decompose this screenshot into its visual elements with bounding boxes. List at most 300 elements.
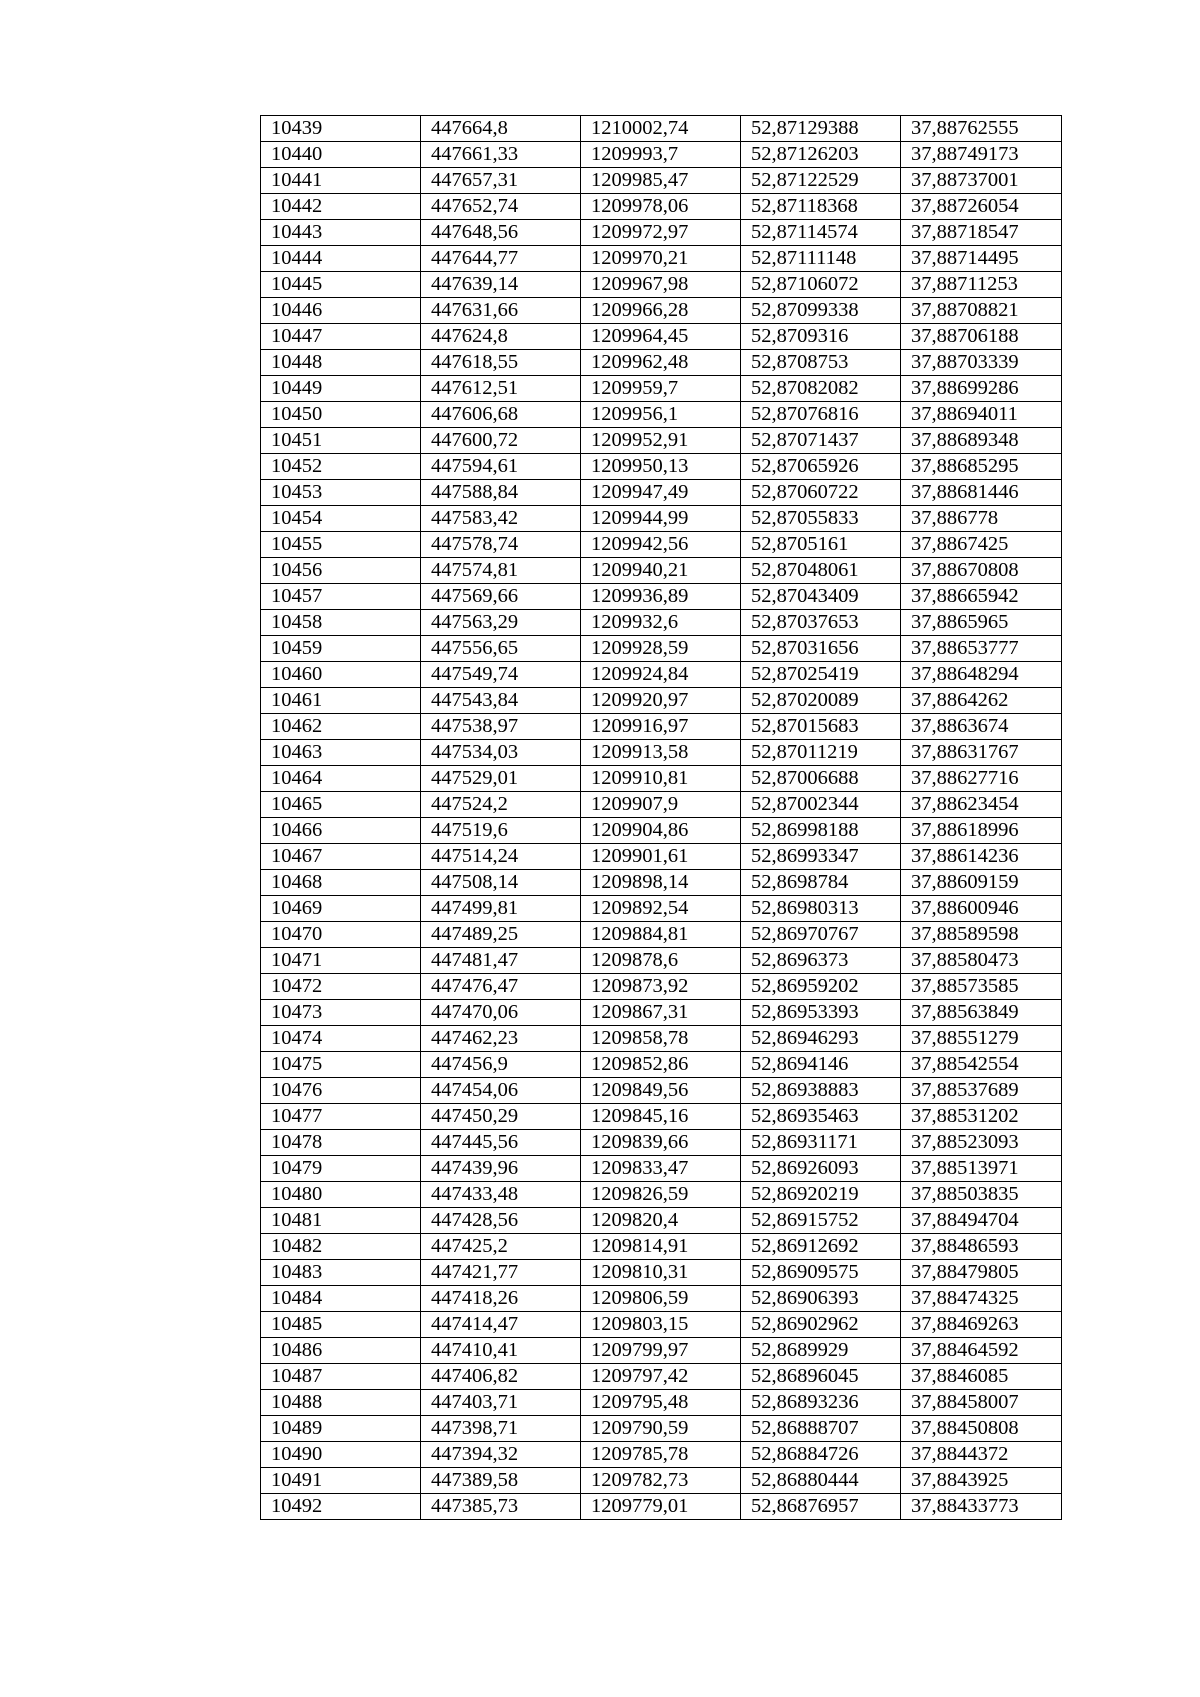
y-coordinate-cell: 1209956,1 bbox=[581, 402, 741, 428]
latitude-cell: 52,86938883 bbox=[741, 1078, 901, 1104]
table-row bbox=[261, 1052, 1062, 1078]
longitude-cell: 37,88762555 bbox=[901, 116, 1062, 142]
longitude-cell: 37,88623454 bbox=[901, 792, 1062, 818]
x-coordinate-cell: 447398,71 bbox=[421, 1416, 581, 1442]
longitude-cell: 37,88614236 bbox=[901, 844, 1062, 870]
point-number-cell: 10445 bbox=[261, 272, 421, 298]
x-coordinate-cell: 447612,51 bbox=[421, 376, 581, 402]
x-coordinate-cell: 447514,24 bbox=[421, 844, 581, 870]
point-number-cell: 10439 bbox=[261, 116, 421, 142]
y-coordinate-cell: 1209873,92 bbox=[581, 974, 741, 1000]
x-coordinate-cell: 447425,2 bbox=[421, 1234, 581, 1260]
longitude-cell: 37,8846085 bbox=[901, 1364, 1062, 1390]
latitude-cell: 52,8705161 bbox=[741, 532, 901, 558]
longitude-cell: 37,88653777 bbox=[901, 636, 1062, 662]
point-number-cell: 10443 bbox=[261, 220, 421, 246]
point-number-cell: 10466 bbox=[261, 818, 421, 844]
latitude-cell: 52,87048061 bbox=[741, 558, 901, 584]
x-coordinate-cell: 447439,96 bbox=[421, 1156, 581, 1182]
point-number-cell: 10480 bbox=[261, 1182, 421, 1208]
latitude-cell: 52,87002344 bbox=[741, 792, 901, 818]
table-row bbox=[261, 1260, 1062, 1286]
y-coordinate-cell: 1209940,21 bbox=[581, 558, 741, 584]
latitude-cell: 52,8698784 bbox=[741, 870, 901, 896]
y-coordinate-cell: 1209936,89 bbox=[581, 584, 741, 610]
point-number-cell: 10488 bbox=[261, 1390, 421, 1416]
x-coordinate-cell: 447648,56 bbox=[421, 220, 581, 246]
point-number-cell: 10458 bbox=[261, 610, 421, 636]
x-coordinate-cell: 447385,73 bbox=[421, 1494, 581, 1520]
table-row bbox=[261, 1000, 1062, 1026]
longitude-cell: 37,88580473 bbox=[901, 948, 1062, 974]
longitude-cell: 37,88694011 bbox=[901, 402, 1062, 428]
table-row bbox=[261, 896, 1062, 922]
longitude-cell: 37,88703339 bbox=[901, 350, 1062, 376]
x-coordinate-cell: 447661,33 bbox=[421, 142, 581, 168]
table-row bbox=[261, 818, 1062, 844]
longitude-cell: 37,88551279 bbox=[901, 1026, 1062, 1052]
y-coordinate-cell: 1209985,47 bbox=[581, 168, 741, 194]
latitude-cell: 52,86888707 bbox=[741, 1416, 901, 1442]
point-number-cell: 10467 bbox=[261, 844, 421, 870]
y-coordinate-cell: 1209785,78 bbox=[581, 1442, 741, 1468]
latitude-cell: 52,87111148 bbox=[741, 246, 901, 272]
x-coordinate-cell: 447556,65 bbox=[421, 636, 581, 662]
table-row bbox=[261, 116, 1062, 142]
x-coordinate-cell: 447519,6 bbox=[421, 818, 581, 844]
table-row bbox=[261, 688, 1062, 714]
latitude-cell: 52,86880444 bbox=[741, 1468, 901, 1494]
longitude-cell: 37,88503835 bbox=[901, 1182, 1062, 1208]
x-coordinate-cell: 447543,84 bbox=[421, 688, 581, 714]
table-row bbox=[261, 350, 1062, 376]
longitude-cell: 37,88531202 bbox=[901, 1104, 1062, 1130]
y-coordinate-cell: 1209852,86 bbox=[581, 1052, 741, 1078]
point-number-cell: 10490 bbox=[261, 1442, 421, 1468]
point-number-cell: 10462 bbox=[261, 714, 421, 740]
x-coordinate-cell: 447574,81 bbox=[421, 558, 581, 584]
y-coordinate-cell: 1209814,91 bbox=[581, 1234, 741, 1260]
latitude-cell: 52,86993347 bbox=[741, 844, 901, 870]
y-coordinate-cell: 1209952,91 bbox=[581, 428, 741, 454]
point-number-cell: 10469 bbox=[261, 896, 421, 922]
y-coordinate-cell: 1209845,16 bbox=[581, 1104, 741, 1130]
longitude-cell: 37,88689348 bbox=[901, 428, 1062, 454]
table-row bbox=[261, 1130, 1062, 1156]
longitude-cell: 37,8863674 bbox=[901, 714, 1062, 740]
x-coordinate-cell: 447462,23 bbox=[421, 1026, 581, 1052]
latitude-cell: 52,87060722 bbox=[741, 480, 901, 506]
x-coordinate-cell: 447588,84 bbox=[421, 480, 581, 506]
longitude-cell: 37,88737001 bbox=[901, 168, 1062, 194]
y-coordinate-cell: 1209932,6 bbox=[581, 610, 741, 636]
longitude-cell: 37,88699286 bbox=[901, 376, 1062, 402]
x-coordinate-cell: 447569,66 bbox=[421, 584, 581, 610]
x-coordinate-cell: 447549,74 bbox=[421, 662, 581, 688]
y-coordinate-cell: 1209790,59 bbox=[581, 1416, 741, 1442]
x-coordinate-cell: 447631,66 bbox=[421, 298, 581, 324]
latitude-cell: 52,8696373 bbox=[741, 948, 901, 974]
point-number-cell: 10476 bbox=[261, 1078, 421, 1104]
x-coordinate-cell: 447524,2 bbox=[421, 792, 581, 818]
table-row bbox=[261, 168, 1062, 194]
table-row bbox=[261, 844, 1062, 870]
longitude-cell: 37,88681446 bbox=[901, 480, 1062, 506]
y-coordinate-cell: 1209806,59 bbox=[581, 1286, 741, 1312]
x-coordinate-cell: 447563,29 bbox=[421, 610, 581, 636]
latitude-cell: 52,86935463 bbox=[741, 1104, 901, 1130]
y-coordinate-cell: 1209779,01 bbox=[581, 1494, 741, 1520]
latitude-cell: 52,86970767 bbox=[741, 922, 901, 948]
y-coordinate-cell: 1210002,74 bbox=[581, 116, 741, 142]
point-number-cell: 10484 bbox=[261, 1286, 421, 1312]
table-row bbox=[261, 1312, 1062, 1338]
table-row bbox=[261, 1338, 1062, 1364]
table-row bbox=[261, 1286, 1062, 1312]
x-coordinate-cell: 447529,01 bbox=[421, 766, 581, 792]
y-coordinate-cell: 1209978,06 bbox=[581, 194, 741, 220]
table-row bbox=[261, 792, 1062, 818]
x-coordinate-cell: 447664,8 bbox=[421, 116, 581, 142]
table-row bbox=[261, 480, 1062, 506]
x-coordinate-cell: 447644,77 bbox=[421, 246, 581, 272]
point-number-cell: 10460 bbox=[261, 662, 421, 688]
x-coordinate-cell: 447394,32 bbox=[421, 1442, 581, 1468]
longitude-cell: 37,88563849 bbox=[901, 1000, 1062, 1026]
latitude-cell: 52,86902962 bbox=[741, 1312, 901, 1338]
y-coordinate-cell: 1209901,61 bbox=[581, 844, 741, 870]
point-number-cell: 10446 bbox=[261, 298, 421, 324]
latitude-cell: 52,87118368 bbox=[741, 194, 901, 220]
point-number-cell: 10440 bbox=[261, 142, 421, 168]
y-coordinate-cell: 1209970,21 bbox=[581, 246, 741, 272]
x-coordinate-cell: 447454,06 bbox=[421, 1078, 581, 1104]
point-number-cell: 10444 bbox=[261, 246, 421, 272]
y-coordinate-cell: 1209826,59 bbox=[581, 1182, 741, 1208]
latitude-cell: 52,87006688 bbox=[741, 766, 901, 792]
latitude-cell: 52,86931171 bbox=[741, 1130, 901, 1156]
latitude-cell: 52,86909575 bbox=[741, 1260, 901, 1286]
x-coordinate-cell: 447421,77 bbox=[421, 1260, 581, 1286]
point-number-cell: 10448 bbox=[261, 350, 421, 376]
latitude-cell: 52,87055833 bbox=[741, 506, 901, 532]
point-number-cell: 10483 bbox=[261, 1260, 421, 1286]
point-number-cell: 10452 bbox=[261, 454, 421, 480]
point-number-cell: 10473 bbox=[261, 1000, 421, 1026]
latitude-cell: 52,87129388 bbox=[741, 116, 901, 142]
latitude-cell: 52,87071437 bbox=[741, 428, 901, 454]
latitude-cell: 52,87099338 bbox=[741, 298, 901, 324]
longitude-cell: 37,88665942 bbox=[901, 584, 1062, 610]
y-coordinate-cell: 1209904,86 bbox=[581, 818, 741, 844]
x-coordinate-cell: 447450,29 bbox=[421, 1104, 581, 1130]
longitude-cell: 37,8864262 bbox=[901, 688, 1062, 714]
longitude-cell: 37,88513971 bbox=[901, 1156, 1062, 1182]
y-coordinate-cell: 1209782,73 bbox=[581, 1468, 741, 1494]
point-number-cell: 10454 bbox=[261, 506, 421, 532]
x-coordinate-cell: 447410,41 bbox=[421, 1338, 581, 1364]
longitude-cell: 37,88469263 bbox=[901, 1312, 1062, 1338]
table-row bbox=[261, 1234, 1062, 1260]
point-number-cell: 10461 bbox=[261, 688, 421, 714]
point-number-cell: 10479 bbox=[261, 1156, 421, 1182]
point-number-cell: 10442 bbox=[261, 194, 421, 220]
longitude-cell: 37,88486593 bbox=[901, 1234, 1062, 1260]
point-number-cell: 10477 bbox=[261, 1104, 421, 1130]
table-row bbox=[261, 142, 1062, 168]
latitude-cell: 52,86946293 bbox=[741, 1026, 901, 1052]
point-number-cell: 10441 bbox=[261, 168, 421, 194]
table-row bbox=[261, 636, 1062, 662]
table-row bbox=[261, 1364, 1062, 1390]
longitude-cell: 37,88494704 bbox=[901, 1208, 1062, 1234]
table-row bbox=[261, 324, 1062, 350]
y-coordinate-cell: 1209966,28 bbox=[581, 298, 741, 324]
longitude-cell: 37,88450808 bbox=[901, 1416, 1062, 1442]
latitude-cell: 52,87025419 bbox=[741, 662, 901, 688]
y-coordinate-cell: 1209928,59 bbox=[581, 636, 741, 662]
y-coordinate-cell: 1209967,98 bbox=[581, 272, 741, 298]
longitude-cell: 37,88479805 bbox=[901, 1260, 1062, 1286]
x-coordinate-cell: 447578,74 bbox=[421, 532, 581, 558]
latitude-cell: 52,87037653 bbox=[741, 610, 901, 636]
latitude-cell: 52,8708753 bbox=[741, 350, 901, 376]
longitude-cell: 37,88685295 bbox=[901, 454, 1062, 480]
x-coordinate-cell: 447489,25 bbox=[421, 922, 581, 948]
table-row bbox=[261, 298, 1062, 324]
longitude-cell: 37,8844372 bbox=[901, 1442, 1062, 1468]
x-coordinate-cell: 447583,42 bbox=[421, 506, 581, 532]
y-coordinate-cell: 1209884,81 bbox=[581, 922, 741, 948]
y-coordinate-cell: 1209867,31 bbox=[581, 1000, 741, 1026]
latitude-cell: 52,86953393 bbox=[741, 1000, 901, 1026]
x-coordinate-cell: 447624,8 bbox=[421, 324, 581, 350]
table-row bbox=[261, 974, 1062, 1000]
point-number-cell: 10455 bbox=[261, 532, 421, 558]
point-number-cell: 10482 bbox=[261, 1234, 421, 1260]
x-coordinate-cell: 447433,48 bbox=[421, 1182, 581, 1208]
y-coordinate-cell: 1209920,97 bbox=[581, 688, 741, 714]
latitude-cell: 52,86884726 bbox=[741, 1442, 901, 1468]
y-coordinate-cell: 1209878,6 bbox=[581, 948, 741, 974]
x-coordinate-cell: 447600,72 bbox=[421, 428, 581, 454]
point-number-cell: 10451 bbox=[261, 428, 421, 454]
point-number-cell: 10453 bbox=[261, 480, 421, 506]
y-coordinate-cell: 1209924,84 bbox=[581, 662, 741, 688]
y-coordinate-cell: 1209972,97 bbox=[581, 220, 741, 246]
latitude-cell: 52,8689929 bbox=[741, 1338, 901, 1364]
table-row bbox=[261, 194, 1062, 220]
table-row bbox=[261, 1078, 1062, 1104]
longitude-cell: 37,88749173 bbox=[901, 142, 1062, 168]
x-coordinate-cell: 447481,47 bbox=[421, 948, 581, 974]
y-coordinate-cell: 1209803,15 bbox=[581, 1312, 741, 1338]
y-coordinate-cell: 1209797,42 bbox=[581, 1364, 741, 1390]
point-number-cell: 10450 bbox=[261, 402, 421, 428]
y-coordinate-cell: 1209907,9 bbox=[581, 792, 741, 818]
longitude-cell: 37,88474325 bbox=[901, 1286, 1062, 1312]
point-number-cell: 10489 bbox=[261, 1416, 421, 1442]
table-row bbox=[261, 1416, 1062, 1442]
table-row bbox=[261, 454, 1062, 480]
table-row bbox=[261, 532, 1062, 558]
longitude-cell: 37,88523093 bbox=[901, 1130, 1062, 1156]
x-coordinate-cell: 447476,47 bbox=[421, 974, 581, 1000]
longitude-cell: 37,88706188 bbox=[901, 324, 1062, 350]
point-number-cell: 10456 bbox=[261, 558, 421, 584]
point-number-cell: 10478 bbox=[261, 1130, 421, 1156]
longitude-cell: 37,88542554 bbox=[901, 1052, 1062, 1078]
x-coordinate-cell: 447534,03 bbox=[421, 740, 581, 766]
longitude-cell: 37,88670808 bbox=[901, 558, 1062, 584]
table-row bbox=[261, 1442, 1062, 1468]
y-coordinate-cell: 1209849,56 bbox=[581, 1078, 741, 1104]
x-coordinate-cell: 447406,82 bbox=[421, 1364, 581, 1390]
longitude-cell: 37,88627716 bbox=[901, 766, 1062, 792]
longitude-cell: 37,88711253 bbox=[901, 272, 1062, 298]
y-coordinate-cell: 1209839,66 bbox=[581, 1130, 741, 1156]
latitude-cell: 52,87106072 bbox=[741, 272, 901, 298]
latitude-cell: 52,87011219 bbox=[741, 740, 901, 766]
latitude-cell: 52,87076816 bbox=[741, 402, 901, 428]
x-coordinate-cell: 447618,55 bbox=[421, 350, 581, 376]
table-row bbox=[261, 402, 1062, 428]
latitude-cell: 52,87114574 bbox=[741, 220, 901, 246]
latitude-cell: 52,87065926 bbox=[741, 454, 901, 480]
y-coordinate-cell: 1209810,31 bbox=[581, 1260, 741, 1286]
latitude-cell: 52,87015683 bbox=[741, 714, 901, 740]
table-row bbox=[261, 740, 1062, 766]
table-row bbox=[261, 584, 1062, 610]
latitude-cell: 52,86980313 bbox=[741, 896, 901, 922]
point-number-cell: 10468 bbox=[261, 870, 421, 896]
point-number-cell: 10464 bbox=[261, 766, 421, 792]
coordinates-table-body bbox=[261, 116, 1062, 1520]
latitude-cell: 52,86959202 bbox=[741, 974, 901, 1000]
coordinates-table bbox=[260, 115, 1062, 1520]
table-row bbox=[261, 272, 1062, 298]
y-coordinate-cell: 1209993,7 bbox=[581, 142, 741, 168]
point-number-cell: 10465 bbox=[261, 792, 421, 818]
point-number-cell: 10491 bbox=[261, 1468, 421, 1494]
x-coordinate-cell: 447606,68 bbox=[421, 402, 581, 428]
point-number-cell: 10470 bbox=[261, 922, 421, 948]
table-row bbox=[261, 1390, 1062, 1416]
table-row bbox=[261, 428, 1062, 454]
longitude-cell: 37,88718547 bbox=[901, 220, 1062, 246]
y-coordinate-cell: 1209799,97 bbox=[581, 1338, 741, 1364]
latitude-cell: 52,86876957 bbox=[741, 1494, 901, 1520]
y-coordinate-cell: 1209910,81 bbox=[581, 766, 741, 792]
latitude-cell: 52,86896045 bbox=[741, 1364, 901, 1390]
x-coordinate-cell: 447445,56 bbox=[421, 1130, 581, 1156]
y-coordinate-cell: 1209892,54 bbox=[581, 896, 741, 922]
point-number-cell: 10447 bbox=[261, 324, 421, 350]
x-coordinate-cell: 447414,47 bbox=[421, 1312, 581, 1338]
latitude-cell: 52,86906393 bbox=[741, 1286, 901, 1312]
table-row bbox=[261, 1494, 1062, 1520]
x-coordinate-cell: 447403,71 bbox=[421, 1390, 581, 1416]
table-row bbox=[261, 714, 1062, 740]
y-coordinate-cell: 1209950,13 bbox=[581, 454, 741, 480]
point-number-cell: 10449 bbox=[261, 376, 421, 402]
latitude-cell: 52,87082082 bbox=[741, 376, 901, 402]
x-coordinate-cell: 447508,14 bbox=[421, 870, 581, 896]
latitude-cell: 52,87126203 bbox=[741, 142, 901, 168]
longitude-cell: 37,886778 bbox=[901, 506, 1062, 532]
table-row bbox=[261, 1208, 1062, 1234]
latitude-cell: 52,87031656 bbox=[741, 636, 901, 662]
x-coordinate-cell: 447594,61 bbox=[421, 454, 581, 480]
point-number-cell: 10459 bbox=[261, 636, 421, 662]
y-coordinate-cell: 1209795,48 bbox=[581, 1390, 741, 1416]
table-row bbox=[261, 1156, 1062, 1182]
y-coordinate-cell: 1209898,14 bbox=[581, 870, 741, 896]
table-row bbox=[261, 948, 1062, 974]
latitude-cell: 52,86912692 bbox=[741, 1234, 901, 1260]
latitude-cell: 52,86998188 bbox=[741, 818, 901, 844]
x-coordinate-cell: 447418,26 bbox=[421, 1286, 581, 1312]
longitude-cell: 37,88618996 bbox=[901, 818, 1062, 844]
longitude-cell: 37,88631767 bbox=[901, 740, 1062, 766]
longitude-cell: 37,88714495 bbox=[901, 246, 1062, 272]
x-coordinate-cell: 447652,74 bbox=[421, 194, 581, 220]
table-row bbox=[261, 506, 1062, 532]
point-number-cell: 10487 bbox=[261, 1364, 421, 1390]
x-coordinate-cell: 447538,97 bbox=[421, 714, 581, 740]
y-coordinate-cell: 1209820,4 bbox=[581, 1208, 741, 1234]
latitude-cell: 52,86915752 bbox=[741, 1208, 901, 1234]
point-number-cell: 10486 bbox=[261, 1338, 421, 1364]
x-coordinate-cell: 447389,58 bbox=[421, 1468, 581, 1494]
point-number-cell: 10471 bbox=[261, 948, 421, 974]
latitude-cell: 52,86920219 bbox=[741, 1182, 901, 1208]
x-coordinate-cell: 447657,31 bbox=[421, 168, 581, 194]
table-row bbox=[261, 662, 1062, 688]
x-coordinate-cell: 447470,06 bbox=[421, 1000, 581, 1026]
longitude-cell: 37,8867425 bbox=[901, 532, 1062, 558]
latitude-cell: 52,86893236 bbox=[741, 1390, 901, 1416]
longitude-cell: 37,8843925 bbox=[901, 1468, 1062, 1494]
y-coordinate-cell: 1209962,48 bbox=[581, 350, 741, 376]
table-row bbox=[261, 922, 1062, 948]
longitude-cell: 37,88648294 bbox=[901, 662, 1062, 688]
table-row bbox=[261, 870, 1062, 896]
y-coordinate-cell: 1209959,7 bbox=[581, 376, 741, 402]
longitude-cell: 37,88433773 bbox=[901, 1494, 1062, 1520]
longitude-cell: 37,88600946 bbox=[901, 896, 1062, 922]
longitude-cell: 37,88708821 bbox=[901, 298, 1062, 324]
latitude-cell: 52,8709316 bbox=[741, 324, 901, 350]
table-row bbox=[261, 376, 1062, 402]
longitude-cell: 37,88726054 bbox=[901, 194, 1062, 220]
latitude-cell: 52,86926093 bbox=[741, 1156, 901, 1182]
latitude-cell: 52,8694146 bbox=[741, 1052, 901, 1078]
point-number-cell: 10481 bbox=[261, 1208, 421, 1234]
x-coordinate-cell: 447499,81 bbox=[421, 896, 581, 922]
table-row bbox=[261, 1182, 1062, 1208]
table-row bbox=[261, 1468, 1062, 1494]
point-number-cell: 10475 bbox=[261, 1052, 421, 1078]
table-row bbox=[261, 558, 1062, 584]
longitude-cell: 37,88573585 bbox=[901, 974, 1062, 1000]
y-coordinate-cell: 1209947,49 bbox=[581, 480, 741, 506]
table-row bbox=[261, 220, 1062, 246]
x-coordinate-cell: 447428,56 bbox=[421, 1208, 581, 1234]
point-number-cell: 10485 bbox=[261, 1312, 421, 1338]
point-number-cell: 10492 bbox=[261, 1494, 421, 1520]
table-row bbox=[261, 766, 1062, 792]
